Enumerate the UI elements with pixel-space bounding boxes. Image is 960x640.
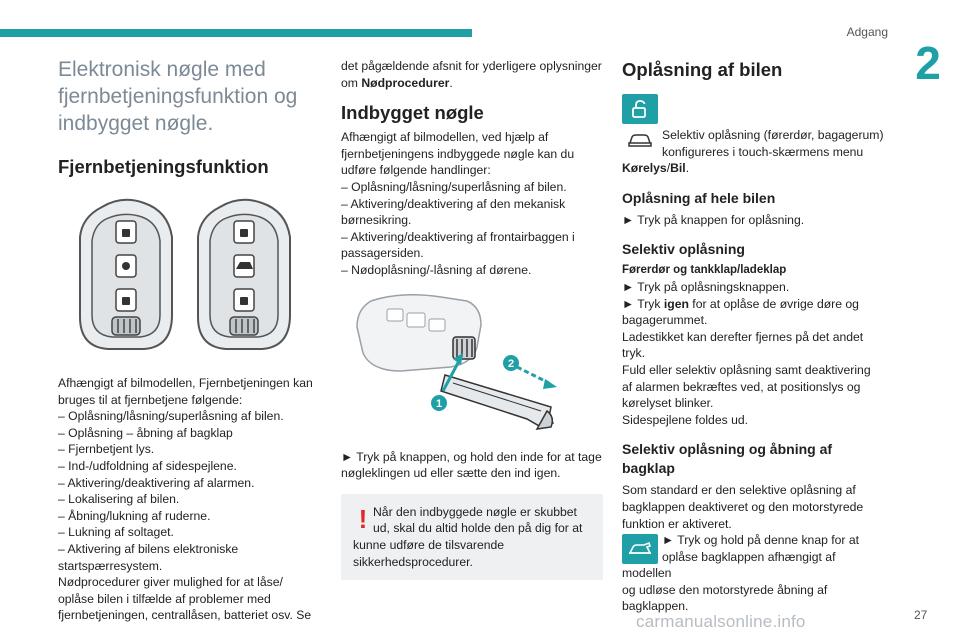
section-label: Adgang [846, 25, 888, 39]
warning-box [341, 494, 603, 580]
continuation-text: det pågældende afsnit for yderligere oplysninger om Nødprocedurer. [341, 59, 602, 90]
svg-text:!: ! [358, 503, 368, 534]
heading-unlocking: Oplåsning af bilen [622, 59, 783, 80]
heading-unlock-whole: Oplåsning af hele bilen [622, 189, 776, 206]
remote-functions-text: Afhængigt af bilmodellen, Fjernbetjeningen kan bruges til at fjernbetjene følgende: – Oplåsning/låsning/superlåsning af bilen. – Oplåsning – åbning af bagklap – Fjernbetjent lys. – Ind-/udfoldning af sidespejlene. – Aktivering/deaktivering af alarmen. – Lokalisering af bilen. – Åbning/lukning af ruderne. – Lukning af soltaget. – Aktivering af bilens elektroniske startspærresystem. Nødprocedurer giver mulighed for at låse/ oplåse bilen i tilfælde af problemer med fjernbetjeningen, centrallåsen, batteriet osv. Se [58, 376, 313, 623]
integrated-key-illustration [341, 287, 603, 439]
unlock-icon [622, 94, 658, 124]
column-3 [622, 58, 884, 615]
warning-icon [355, 504, 371, 536]
column-2 [341, 58, 603, 580]
warning-text: Når den indbyggede nøgle er skubbet ud, skal du altid holde den på dig for at kunne udføre de tilsvarende sikkerhedsprocedurer. [353, 504, 583, 569]
integrated-key-text: Afhængigt af bilmodellen, ved hjælp af fjernbetjeningens indbyggede nøgle kan du udføre følgende handlinger: – Oplåsning/låsning/superlåsning af bilen. – Aktivering/deaktivering af den mekanisk børnesikring. – Aktivering/deaktivering af frontairbaggen i passagersiden. – Nødoplåsning/-låsning af dørene. [341, 130, 575, 277]
heading-selective-tailgate: Selektiv oplåsning og åbning af bagklap [622, 441, 833, 477]
tailgate-step-block [622, 532, 884, 615]
heading-selective: Selektiv oplåsning [622, 241, 745, 258]
selective-text: Førerdør og tankklap/ladeklap ► Tryk på oplåsningsknappen. ► Tryk igen for at oplåse de øvrige døre og bagagerummet. Ladestikket kan derefter fjernes på det andet tryk. Fuld eller selektiv oplåsning samt deaktivering af alarmen bekræftes ved, at positionslys og kørelyset blinker. Sidespejlene foldes ud. [622, 264, 871, 427]
callout-1: 1 [435, 397, 443, 410]
page-title: Elektronisk nøgle med fjernbetjeningsfunktion og indbygget nøgle. [58, 58, 298, 135]
car-icon [622, 129, 658, 151]
emergency-procedures-ref[interactable]: Nødprocedurer [361, 75, 450, 90]
selective-config-text: Selektiv oplåsning (førerdør, bagagerum) konfigureres i touch-skærmens menu Kørelys/Bil. [622, 128, 884, 176]
column-1 [58, 52, 316, 624]
page-number: 27 [914, 608, 928, 622]
chapter-number: 2 [915, 37, 941, 89]
tailgate-step-text: ► Tryk og hold på denne knap for at oplåse bagklappen afhængigt af modellen og udløse den motorstyrede åbning af bagklappen. [622, 533, 860, 614]
unlock-icon-block [622, 94, 884, 125]
unlock-whole-step: ► Tryk på knappen for oplåsning. [622, 212, 805, 227]
heading-integrated-key: Indbygget nøgle [341, 102, 484, 124]
integrated-key-step: ► Tryk på knappen, og hold den inde for at tage nøgleklingen ud eller sætte den ind igen. [341, 449, 602, 481]
tailgate-icon [622, 534, 658, 564]
callout-2: 2 [507, 357, 515, 370]
tailgate-text: Som standard er den selektive oplåsning af bagklappen deaktiveret og den motorstyrede funktion er aktiveret. [622, 483, 864, 531]
remote-keys-illustration [58, 193, 316, 361]
watermark-text: carmanualsonline.info [636, 612, 806, 631]
heading-remote-function: Fjernbetjeningsfunktion [58, 156, 269, 177]
selective-config-block [622, 127, 884, 177]
header-accent-bar [0, 29, 472, 37]
